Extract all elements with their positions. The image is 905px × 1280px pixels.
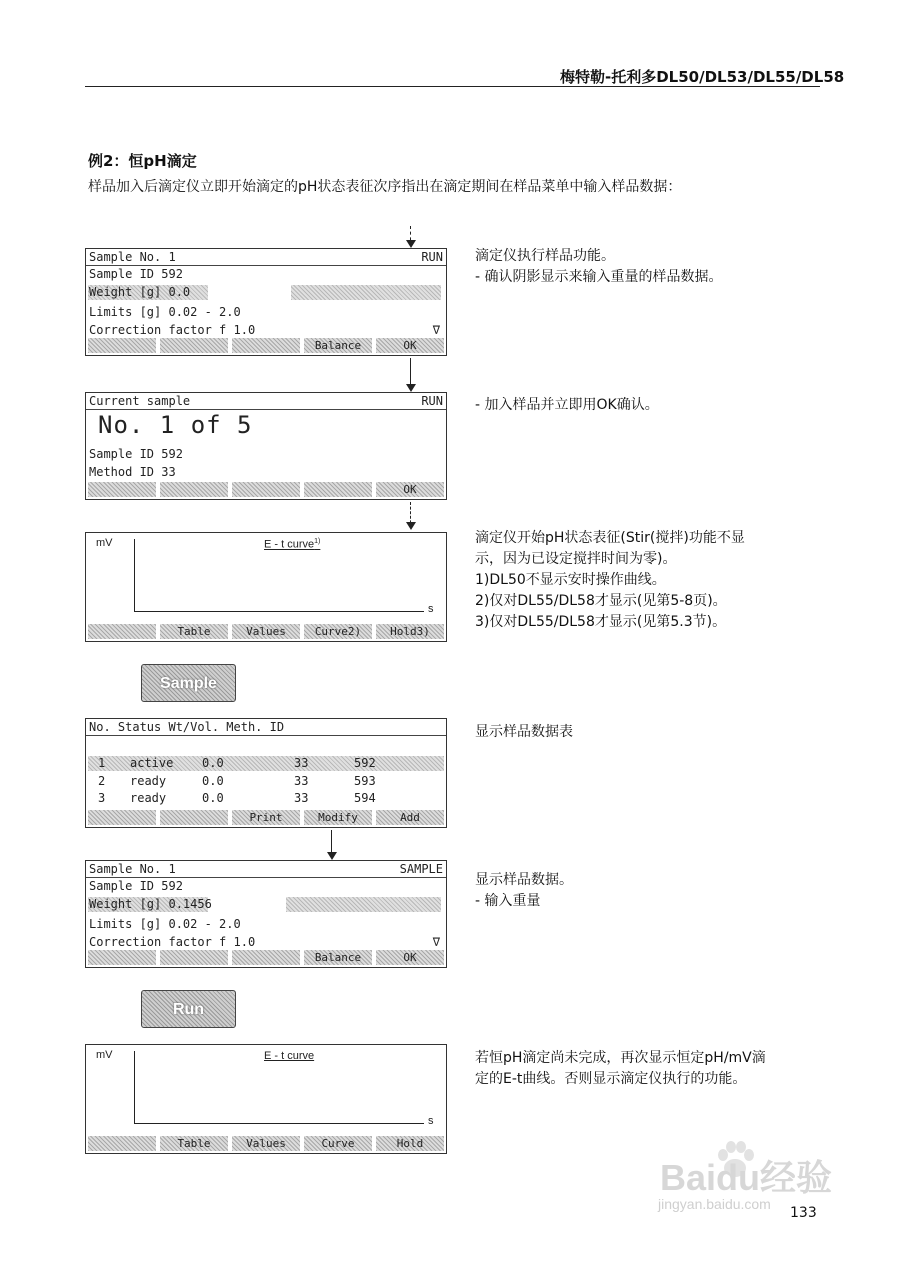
balance-softkey[interactable]: Balance — [304, 338, 372, 353]
screen-sample-entry — [85, 248, 447, 356]
softkey-1[interactable] — [88, 950, 156, 965]
curve-title: E - t curve$^{1)}$ — [264, 538, 321, 551]
softkey-bar — [88, 482, 444, 497]
screen-sample-table: No. Status Wt/Vol. Meth. ID 1 active 0.0 33 592 2 ready 0.0 33 593 3 ready 0.0 33 594 Print Modify Add — [85, 718, 447, 828]
softkey-2[interactable] — [160, 810, 228, 825]
softkey-1[interactable] — [88, 1136, 156, 1151]
softkey-1[interactable] — [88, 624, 156, 639]
watermark-brand: Baidu经验 — [660, 1157, 833, 1198]
softkey-bar — [88, 1136, 444, 1151]
modify-softkey[interactable]: Modify — [304, 810, 372, 825]
softkey-2[interactable] — [160, 338, 228, 353]
y-axis-label: mV — [96, 1049, 113, 1061]
example-title: 例2：恒pH滴定 — [88, 152, 197, 170]
table-softkey[interactable]: Table — [160, 1136, 228, 1151]
hold-softkey[interactable]: Hold — [376, 1136, 444, 1151]
correction-factor-row: Correction factor f 1.0 — [89, 323, 256, 337]
description-6: 若恒pH滴定尚未完成，再次显示恒定pH/mV滴 定的E-t曲线。否则显示滴定仪执行的功能。 — [475, 1050, 766, 1087]
softkey-bar — [88, 950, 444, 965]
y-axis — [134, 1051, 135, 1123]
curve-softkey[interactable]: Curve — [304, 1136, 372, 1151]
screen-et-curve-final — [85, 1044, 447, 1154]
status-indicator: RUN — [421, 394, 443, 408]
weight-input-shade[interactable] — [286, 897, 441, 912]
description-5: 显示样品数据。 - 输入重量 — [475, 872, 573, 909]
y-axis — [134, 539, 135, 611]
ok-softkey[interactable]: OK — [376, 338, 444, 353]
flow-arrow — [410, 226, 411, 246]
y-axis-label: mV — [96, 537, 113, 549]
watermark-url: jingyan.baidu.com — [658, 1196, 771, 1212]
status-indicator: SAMPLE — [399, 862, 443, 876]
intro-text: 样品加入后滴定仪立即开始滴定的pH状态表征次序指出在滴定期间在样品菜单中输入样品数据： — [88, 179, 682, 195]
limits-row: Limits [g] 0.02 - 2.0 — [89, 917, 241, 931]
description-1: 滴定仪执行样品功能。 - 确认阴影显示来输入重量的样品数据。 — [475, 248, 723, 285]
ok-softkey[interactable]: OK — [376, 950, 444, 965]
limits-row: Limits [g] 0.02 - 2.0 — [89, 305, 241, 319]
balance-softkey[interactable]: Balance — [304, 950, 372, 965]
more-indicator-icon: ∇ — [432, 935, 440, 949]
print-softkey[interactable]: Print — [232, 810, 300, 825]
status-indicator: RUN — [421, 250, 443, 264]
softkey-bar — [88, 810, 444, 825]
description-4: 显示样品数据表 — [475, 724, 573, 740]
x-axis — [134, 611, 424, 612]
weight-row[interactable]: Weight [g] 0.0 — [89, 285, 191, 299]
screen-sample-data — [85, 860, 447, 968]
page-number: 133 — [790, 1205, 817, 1221]
softkey-bar — [88, 624, 444, 639]
softkey-4[interactable] — [304, 482, 372, 497]
softkey-3[interactable] — [232, 950, 300, 965]
x-axis-label: s — [428, 1115, 434, 1127]
screen-title: Sample No. 1 — [89, 250, 176, 264]
x-axis — [134, 1123, 424, 1124]
table-softkey[interactable]: Table — [160, 624, 228, 639]
screen-et-curve — [85, 532, 447, 642]
values-softkey[interactable]: Values — [232, 1136, 300, 1151]
softkey-3[interactable] — [232, 338, 300, 353]
curve-softkey[interactable]: Curve2) — [304, 624, 372, 639]
ok-softkey[interactable]: OK — [376, 482, 444, 497]
document-header: 梅特勒-托利多DL50/DL53/DL55/DL58 — [560, 68, 845, 86]
softkey-3[interactable] — [232, 482, 300, 497]
softkey-1[interactable] — [88, 482, 156, 497]
table-header: No. Status Wt/Vol. Meth. ID — [86, 720, 446, 736]
screen-current-sample — [85, 392, 447, 500]
screen-title: Sample No. 1 — [89, 862, 176, 876]
run-key-button[interactable]: Run — [141, 990, 236, 1028]
correction-factor-row: Correction factor f 1.0 — [89, 935, 256, 949]
values-softkey[interactable]: Values — [232, 624, 300, 639]
description-3: 滴定仪开始pH状态表征(Stir(搅拌)功能不显 示，因为已设定搅拌时间为零)。 1)DL50不显示安时操作曲线。 2)仅对DL55/DL58才显示(见第5-8页)。 3)仅对DL55/DL58才显示(见第5.3节)。 — [475, 530, 745, 630]
sample-key-button[interactable]: Sample — [141, 664, 236, 702]
flow-arrow — [410, 358, 411, 390]
screen-title-bar — [86, 250, 446, 266]
softkey-bar — [88, 338, 444, 353]
header-rule — [85, 86, 820, 87]
flow-arrow — [410, 502, 411, 528]
description-2: - 加入样品并立即用OK确认。 — [475, 397, 659, 413]
x-axis-label: s — [428, 603, 434, 615]
softkey-2[interactable] — [160, 482, 228, 497]
curve-title: E - t curve — [264, 1050, 315, 1062]
add-softkey[interactable]: Add — [376, 810, 444, 825]
sample-id-row: Sample ID 592 — [89, 267, 183, 281]
screen-title: Current sample — [89, 394, 191, 408]
screen-title-bar — [86, 862, 446, 878]
sample-id-row: Sample ID 592 — [89, 447, 183, 461]
weight-row[interactable]: Weight [g] 0.1456 — [89, 897, 212, 911]
hold-softkey[interactable]: Hold3) — [376, 624, 444, 639]
softkey-1[interactable] — [88, 338, 156, 353]
softkey-2[interactable] — [160, 950, 228, 965]
weight-input-shade[interactable] — [291, 285, 441, 300]
flow-arrow — [331, 830, 332, 858]
more-indicator-icon: ∇ — [432, 323, 440, 337]
screen-title-bar — [86, 394, 446, 410]
sample-id-row: Sample ID 592 — [89, 879, 183, 893]
softkey-1[interactable] — [88, 810, 156, 825]
method-id-row: Method ID 33 — [89, 465, 176, 479]
sample-counter: No. 1 of 5 — [98, 411, 253, 439]
